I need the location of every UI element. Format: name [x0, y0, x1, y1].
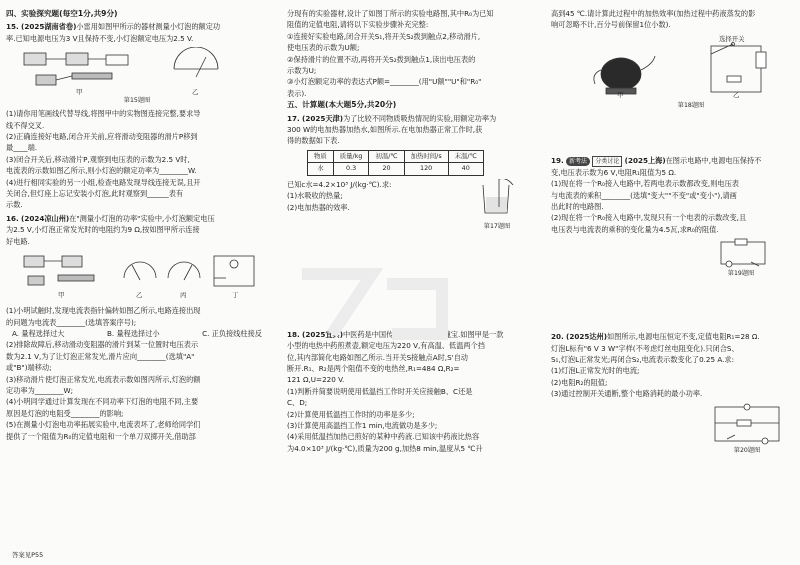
q16-continued-2: 阻值的定值电阻,请将以下实验步骤补充完整:	[287, 20, 429, 30]
q16-part-1b: 的问题为电流表________(选填答案序号);	[6, 317, 137, 327]
q15-stem-1: 小雷用如图甲所示的器材测量小灯泡的额定功	[76, 22, 221, 32]
q17-th-substance: 物质	[308, 150, 334, 162]
q19-ask-1b: 与电流表的乘积________(选填"变大""不变"或"变小"),请画	[551, 190, 737, 200]
q18-ask-1b: C、D;	[287, 398, 308, 408]
q18-fig-label-b: 乙	[733, 90, 740, 99]
q18-figure	[551, 34, 794, 110]
question-16	[6, 213, 268, 442]
column-left	[6, 8, 268, 543]
q15-part-3a: (3)闭合开关后,移动滑片P,观察到电压表的示数为2.5 V时,	[6, 154, 190, 164]
q16-part-4a: (4)小明同学通过计算发现在不同功率下灯泡的电阻不同,主要	[6, 397, 199, 407]
q17-td-final-temp: 40	[448, 163, 483, 175]
q19-figure	[551, 238, 794, 278]
q20-number: 20.	[551, 332, 564, 342]
q18-number: 18.	[287, 329, 300, 339]
q18-answer-space	[551, 113, 794, 153]
q17-th-final-temp: 末温/℃	[448, 150, 483, 162]
q17-table-row	[308, 163, 484, 175]
q17-table-header-row	[308, 150, 484, 162]
q17-th-mass: 质量/kg	[333, 150, 369, 162]
q20-ask-3: (3)通过控制开关通断,整个电路消耗的最小功率.	[551, 389, 703, 399]
q16-source: (2024凉山州)	[21, 213, 70, 223]
q15-figure	[6, 47, 268, 105]
column-right	[551, 8, 794, 543]
q15-part-2b: 最____端.	[6, 143, 38, 153]
q17-ask-2: (2)电加热器的效率.	[287, 202, 350, 212]
q16-step-2a: ②保持滑片的位置不动,再将开关S₂拨到触点1,读出电压表的	[287, 54, 476, 64]
q20-source: (2025达州)	[566, 332, 607, 342]
q15-part-3b: 电流表的示数如图乙所示,则小灯泡的额定功率为________W.	[6, 166, 197, 176]
q16-step-1b: 使电压表的示数为U额;	[287, 43, 360, 53]
q16-fig-label-d: 丁	[232, 291, 239, 300]
q17-given: 已知c水=4.2×10³ J/(kg·℃).求:	[287, 179, 392, 189]
q18-line-1: 中医药是中国传承几千年的文化瑰宝.如图甲是一款	[342, 329, 504, 339]
q20-figure	[551, 403, 794, 455]
q17-data-table	[307, 150, 484, 176]
q18-line-2: 小型的电热中药煎煮壶,额定电压为220 V,有高温、低温两个挡	[287, 341, 485, 351]
q17-figure-caption: 第17题图	[483, 222, 511, 230]
watermark-shape	[292, 254, 462, 344]
q15-figure-caption: 第15题图	[123, 97, 151, 105]
q15-part-2a: (2)正确连接好电路,闭合开关前,应将滑动变阻器的滑片P移到	[6, 132, 198, 142]
q16-part-3b: 定功率为________W;	[6, 385, 74, 395]
q17-ask-1: (1)水吸收的热量;	[287, 191, 343, 201]
q19-answer-space	[551, 281, 794, 329]
q18-continued-1: 高到45 ℃.请计算此过程中的加热效率(加热过程中药液蒸发的影	[551, 9, 756, 18]
q20-stem-3: S₁,灯泡L正常发光;再闭合S₂,电流表示数变化了0.25 A.求:	[551, 355, 735, 365]
q19-stem-2: 变,电压表示数为6 V,电阻R₁阻值为5 Ω.	[551, 167, 677, 177]
q19-source: (2025上海)	[624, 155, 666, 165]
q18-continued-2: 响可忽略不计,百分号前保留1位小数).	[551, 20, 671, 30]
q16-figure	[6, 250, 268, 302]
q16-part-1a: (1)小明试触时,发现电流表指针偏转如图乙所示,电路连接出现	[6, 306, 201, 316]
question-15	[6, 21, 268, 210]
q20-stem-1: 如图所示,电源电压恒定不变,定值电阻R₁=28 Ω.	[606, 332, 760, 342]
q17-source: (2025天津)	[302, 113, 343, 123]
q19-ask-2a: (2)现在将一个R₀接入电路中,发现只有一个电表的示数改变,且	[551, 213, 747, 223]
q16-part-2a: (2)排除故障后,移动滑动变阻器的滑片到某一位置时电压表示	[6, 340, 199, 350]
q17-body	[287, 179, 531, 231]
q16-fig-label-b: 乙	[136, 291, 143, 300]
q16-part-4b: 原因是灯泡的电阻受________的影响;	[6, 408, 124, 418]
q16-part-3a: (3)移动滑片使灯泡正常发光,电流表示数如图丙所示,灯泡的额	[6, 374, 201, 384]
q18-source: (2025宜宾)	[302, 329, 343, 339]
q18-ask-4b: 为4.0×10³ J/(kg·℃),质量为200 g,加热8 min,温度从5 ℃升	[287, 443, 483, 453]
q16-step-1a: ①连接好实验电路,闭合开关S₁,将开关S₂拨到触点2,移动滑片,	[287, 31, 481, 41]
q15-fig-label-b: 乙	[192, 88, 199, 97]
question-20	[551, 331, 794, 454]
q18-fig-switch-label: 选择开关	[719, 34, 745, 43]
q19-ask-1a: (1)现在将一个R₀接入电路中,若两电表示数都改变,则电压表	[551, 179, 739, 189]
q16-choices	[6, 328, 268, 339]
q18-line-5: 121 Ω,U=220 V.	[287, 375, 345, 385]
q15-fig-label-a: 甲	[76, 88, 83, 97]
q17-td-initial-temp: 20	[369, 163, 404, 175]
q16-choice-a: A. 量程选择过大	[12, 328, 65, 338]
q15-part-4b: 关闭合,但灯座上忘记安装小灯泡,此时观察到______表有	[6, 189, 184, 199]
q17-td-heat-time: 120	[404, 163, 448, 175]
q18-ask-3: (3)计算使用高温挡工作1 min,电流做功是多少;	[287, 420, 438, 430]
q20-figure-caption: 第20题图	[733, 446, 761, 454]
q17-th-initial-temp: 初温/℃	[369, 150, 404, 162]
q15-part-1b: 线不得交叉.	[6, 120, 45, 130]
q19-figure-art	[551, 238, 794, 268]
q19-stem-1: 在图示电路中,电源电压保持不	[665, 155, 762, 165]
q19-number: 19.	[551, 155, 564, 165]
question-19	[551, 155, 794, 329]
q18-line-3: 位,其内部简化电路如图乙所示.当开关S接触点A时,S'自动	[287, 352, 468, 362]
q18-figure-caption: 第18题图	[677, 101, 705, 109]
q16-stem-3: 好电路.	[6, 236, 30, 246]
q17-stem-1: 为了比较不同物质吸热情况的实验,用额定功率为	[342, 113, 497, 123]
q18-figure-art	[551, 34, 794, 100]
q16-part-5a: (5)在测量小灯泡电功率拓展实验中,电流表坏了,老师给同学们	[6, 420, 201, 430]
q19-ask-1c: 出此时的电路图.	[551, 202, 604, 212]
answer-page-footer: 答案见P55	[12, 551, 44, 559]
q18-ask-2: (2)计算使用低温挡工作时的功率是多少;	[287, 409, 415, 419]
q17-td-substance: 水	[308, 163, 334, 175]
q18-ask-4a: (4)采用低温挡加热已煎好的某种中药液.已知该中药液比热容	[287, 432, 480, 442]
section-heading-experiment: 四、实验探究题(每空1分,共9分)	[6, 9, 118, 18]
q15-part-4a: (4)进行相同实验的另一小组,检查电路发现导线连接无误,且开	[6, 177, 201, 187]
q20-figure-art	[551, 403, 794, 445]
q16-continued-1: 分现有的实验器材,设计了如图丁所示的实验电路图,其中R₀为已知	[287, 9, 494, 18]
q16-stem-1: 在"测量小灯泡的功率"实验中,小灯泡额定电压	[69, 213, 215, 223]
q17-beaker-figure	[477, 179, 517, 219]
q17-number: 17.	[287, 113, 300, 123]
q19-figure-caption: 第19题图	[727, 270, 755, 278]
q16-fig-label-a: 甲	[58, 291, 65, 300]
q16-part-2c: 或"B")端移动;	[6, 363, 52, 373]
q16-choice-b: B. 量程选择过小	[106, 328, 160, 338]
q16-stem-2: 为2.5 V,小灯泡正常发光时的电阻约为9 Ω,按如图甲所示连接	[6, 225, 200, 235]
q19-classification-tag: 分类讨论	[592, 156, 622, 167]
q15-source: (2025湖南省卷)	[21, 22, 77, 32]
q15-number: 15.	[6, 22, 19, 32]
q16-part-5b: 提供了一个阻值为R₀的定值电阻和一个单刀双掷开关,借助部	[6, 431, 196, 441]
q16-part-2b: 数为2.1 V,为了让灯泡正常发光,滑片应向________(选填"A"	[6, 351, 195, 361]
q20-ask-2: (2)电阻R₂的阻值;	[551, 377, 608, 387]
question-18	[287, 329, 531, 454]
q17-th-heat-time: 加热时间/s	[404, 150, 448, 162]
q16-choice-c: C. 正负接线柱接反	[202, 328, 262, 338]
q18-line-4: 断开.R₁、R₂是两个阻值不变的电热丝,R₁=484 Ω,R₂=	[287, 363, 460, 373]
q19-ask-2b: 电压表与电流表的乘积的变化量为4.5瓦,求R₀的阻值.	[551, 224, 719, 234]
q16-step-3a: ③小灯泡额定功率的表达式P额=________(用"U额""U"和"R₀"	[287, 77, 482, 87]
q20-ask-1: (1)灯泡L正常发光时的电流;	[551, 366, 640, 376]
q18-ask-1a: (1)判断并简要说明使用低温挡工作时开关应接触B、C还是	[287, 386, 473, 396]
q16-step-3b: 表示).	[287, 88, 307, 98]
q17-stem-3: 得的数据如下表.	[287, 136, 340, 146]
q15-part-4c: 示数.	[6, 200, 23, 210]
q16-step-2b: 示数为U;	[287, 66, 317, 76]
section-heading-calculation: 五、计算题(本大题5分,共20分)	[287, 100, 397, 110]
q19-new-method-tag: 新考法	[566, 157, 590, 166]
q15-stem-2: 率.已知电源电压为3 V且保持不变,小灯泡额定电压为2.5 V.	[6, 33, 194, 43]
q17-stem-2: 300 W的电加热器加热水,如图所示.在电加热器正常工作时,获	[287, 125, 483, 135]
q18-fig-label-a: 甲	[617, 90, 624, 99]
q15-part-1a: (1)请你用笔画线代替导线,将图甲中的实物图连接完整,要求导	[6, 109, 201, 119]
q17-td-mass: 0.3	[333, 163, 369, 175]
q16-number: 16.	[6, 213, 19, 223]
q20-stem-2: 灯泡L标有"6 V 3 W"字样(不考虑灯丝电阻变化).只闭合S、	[551, 343, 739, 353]
q16-fig-label-c: 丙	[180, 291, 187, 300]
